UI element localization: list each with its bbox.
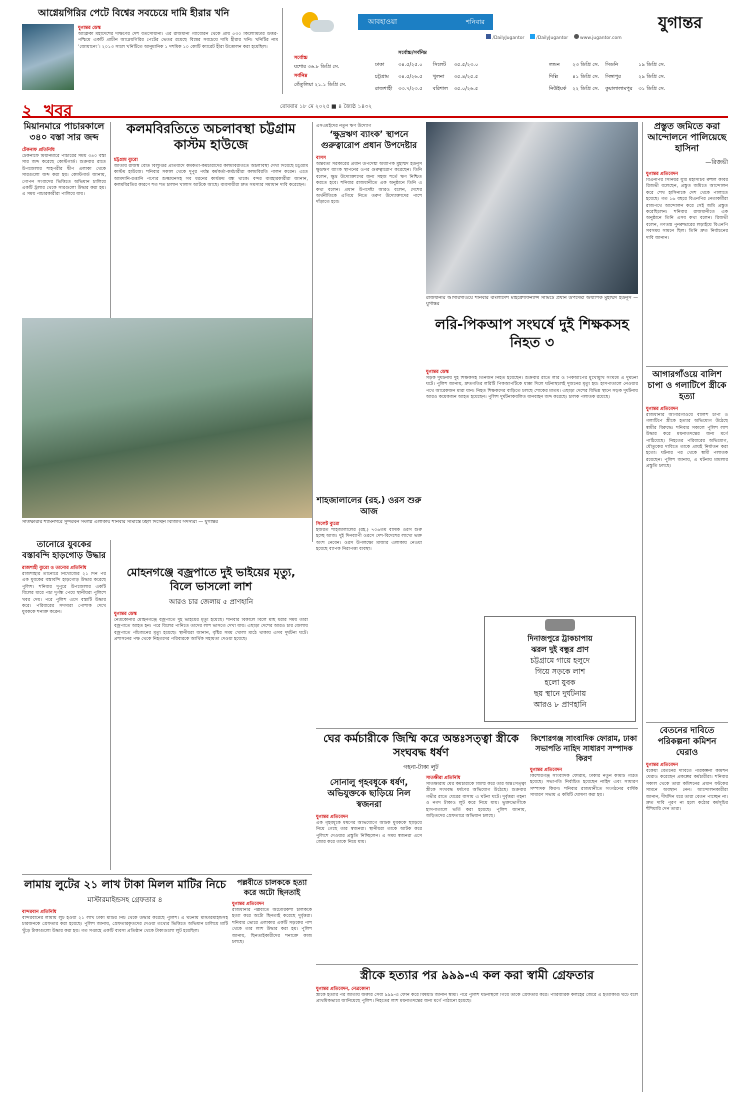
photo-summit (426, 122, 638, 294)
quote-source: —রিজভী (705, 159, 728, 166)
world-temp: ৪১ ডিগ্রি সে. (572, 74, 600, 80)
sub-headline: আরও চার জেলায় ৫ প্রাণহানি (168, 598, 254, 606)
sun-cloud-icon (296, 8, 336, 40)
min-value: তেঁতুলিয়া ২১.১ ডিগ্রি সে. (294, 82, 347, 88)
section-bar (22, 98, 728, 118)
city-temp: ৩৫.৪/২৫.৫ (453, 74, 479, 80)
headline: শাহজালালের (রহ.) ওরস শুরু আজ (316, 496, 422, 517)
teaser-byline: যুগান্তর ডেস্ক (78, 26, 101, 31)
box-line: গিয়ে সড়কে লাশ (534, 667, 586, 676)
world-temp-table (546, 60, 668, 96)
world-temp: ২৯ ডিগ্রি সে. (638, 74, 666, 80)
world-city: সিঙ্গাপুর (605, 74, 621, 80)
city-name: রাজশাহী (375, 86, 393, 92)
twitter-link[interactable]: /DailyJugantor (536, 36, 569, 41)
city-temp: ৩৪.৫/২৫.০ (398, 62, 423, 68)
box-line: ঝরল দুই বন্ধুর প্রাণ (531, 645, 589, 654)
headline: কিশোরগঞ্জ সাংবাদিক ফোরাম, ঢাকা সভাপতি নাহিদ সাধারণ সম্পাদক কিরণ (530, 734, 638, 763)
headline: আগারগাঁওয়ে বালিশ চাপা ও গলাটিপে স্ত্রীকে হত্যা (647, 370, 727, 402)
body: কিশোরগঞ্জ সাংবাদিক ফোরাম, ঢাকার নতুন কমিটি গঠিত হয়েছে। সভাপতি নির্বাচিত হয়েছেন নাহিদ এবং সাধারণ সম্পাদক কিরণ। শনিবার রাজধানীতে সংগঠনের বার্ষিক সাধারণ সভায় এ কমিটি ঘোষণা করা হয়। (530, 774, 638, 799)
city-temp: ৩৫.৫/২৩.০ (453, 62, 479, 68)
body: রাজশাহীর তানোরে নিখোঁজের ২১ দিন পর এক যুবকের বস্তাবন্দি হাড়গোড় উদ্ধার করেছে পুলিশ। শনিবার দুপুরে উপজেলার একটি বিলের ধারে পচা দুর্গন্ধ পেয়ে স্থানীয়রা পুলিশে খবর দেয়। পরে পুলিশ এসে বস্তাটি উদ্ধার করে। পরিবারের সদস্যরা পোশাক দেখে যুবককে শনাক্ত করেন। (22, 572, 106, 616)
body: এক গৃহবধূকে ধর্ষণের অভিযোগে আটক যুবককে ছাড়িয়ে নিয়ে গেছে তার স্বজনরা। স্থানীয়রা তাকে আটক করে পুলিশে দেওয়ার প্রস্তুতি নিচ্ছিলেন। এ সময় স্বজনরা এসে জোর করে তাকে নিয়ে যায়। (316, 821, 422, 846)
byline: যুগান্তর প্রতিবেদন (316, 815, 349, 820)
page-number: ২ (22, 101, 33, 120)
max-value: যশোর ৩৬.৮ ডিগ্রি সে. (294, 64, 340, 70)
temp-header: সর্বোচ্চ/সর্বনিম্ন (398, 50, 427, 56)
headline: সোনালু গৃহবধূকে ধর্ষণ, অভিযুক্তকে ছাড়িয়ে নিল স্বজনরা (327, 778, 411, 810)
box-line: ছয় স্থানে দুর্ঘটনায় (533, 689, 587, 698)
byline: টেকনাফ প্রতিনিধি (22, 148, 55, 153)
min-label: সর্বনিম্ন (294, 73, 308, 79)
article-border (22, 540, 106, 870)
city-temp: ৩৫.০/২৬.৫ (453, 86, 479, 92)
byline: যুগান্তর প্রতিবেদন (530, 768, 563, 773)
body: জাতীয় রাজস্ব বোর্ড বিলুপ্তির প্রতিবাদে কর্মকর্তা-কর্মচারীদের কলমবিরতিতে অচলাবস্থা দেখা দিয়েছে চট্টগ্রাম কাস্টম হাউজে। শনিবার সকাল থেকে দুপুর পর্যন্ত কর্মকর্তা-কর্মচারীরা কলমবিরতি পালন করেন। এতে আমদানি-রপ্তানি পণ্যের শুল্কায়নসহ সব ধরনের কার্যক্রম বন্ধ থাকে। বন্দর ব্যবহারকারীরা জানান, কলমবিরতির কারণে শত শত চালান খালাস আটকে আছে। ব্যবসায়ীরা দ্রুত সমস্যার সমাধান দাবি করেছেন। (114, 164, 308, 189)
article-salary (646, 726, 728, 1086)
headline: তানোরে যুবকের বস্তাবন্দি হাড়গোড় উদ্ধার (22, 540, 106, 561)
kicker: এসএমইদের নতুন ঋণ উদ্যোগ (316, 124, 372, 129)
headline: কলমবিরতিতে অচলাবস্থা চট্টগ্রাম কাস্টম হাউজে (126, 122, 296, 153)
masthead-logo: যুগান্তর (658, 13, 703, 32)
body: রাজধানীর পল্লবীতে অটোরিকশা চালককে হত্যা করে অটো ছিনতাই করেছে দুর্বৃত্তরা। শনিবার ভোরে এলাকার একটি সড়কের পাশ থেকে তার লাশ উদ্ধার করা হয়। পুলিশ জানায়, ছিনতাইকারীদের শনাক্তে কাজ চলছে। (232, 908, 312, 946)
city-name: বরিশাল (432, 86, 448, 92)
headline: ঘের কর্মচারীকে জিম্মি করে অন্তঃসত্ত্বা স্ত্রীকে সংঘবদ্ধ ধর্ষণ (323, 732, 519, 759)
article-pillow (646, 370, 728, 720)
twitter-icon (530, 34, 535, 39)
rape-sub: গহনা-টাকা লুট (403, 764, 439, 771)
headline: লরি-পিকআপ সংঘর্ষে দুই শিক্ষকসহ নিহত ৩ (435, 317, 629, 351)
byline: সিলেট ব্যুরো (316, 522, 340, 527)
caption-border: সাতক্ষীরার শ্যামনগরে সুন্দরবন সংলগ্ন এলাকায় শনিবার সীমান্তে টহল দিচ্ছেন বিজিবি সদস্যরা — যুগান্তর (22, 520, 218, 525)
world-temp: ৩১ ডিগ্রি সে. (638, 86, 666, 92)
teaser-body: আফ্রিকা মহাদেশের দক্ষিণের দেশ বতসোয়ানা। এর রাজধানী গ্যাবোরন থেকে প্রায় ৫৩০ কিলোমিটার উত্তর-পশ্চিমে একটি প্রাচীন আগ্নেয়গিরির পেটের ভেতর রয়েছে বিশ্বের সবচেয়ে দামি হীরার খনি। খনিটির নাম ‘জোয়ানেং’। ২০১৩ সালে খনিটিতে আনুমানিক ১ দশমিক ১০ কোটি ক্যারেট হীরা উত্তোলন করা হয়েছিল। (78, 32, 278, 50)
headline: প্রস্তুত জমিতে করা আন্দোলনে পালিয়েছে হাসিনা (647, 122, 727, 154)
byline: বাসস (316, 156, 326, 161)
byline: যুগান্তর ডেস্ক (114, 612, 137, 617)
city-name: খুলনা (432, 74, 445, 80)
city-name: সিলেট (432, 62, 446, 68)
city-name: চট্টগ্রাম (375, 74, 389, 80)
world-temp: ২২ ডিগ্রি সে. (572, 86, 600, 92)
body: হজরত শাহজালালের (রহ.) ৭০৬তম বার্ষিক ওরস শুরু হচ্ছে আজ। দুই দিনব্যাপী ওরসে দেশ-বিদেশের লাখো ভক্ত অংশ নেবেন। ওরস উপলক্ষ্যে মাজার এলাকায় নেওয়া হয়েছে ব্যাপক নিরাপত্তা ব্যবস্থা। (316, 528, 422, 553)
teaser-photo (22, 24, 74, 90)
byline: যুগান্তর প্রতিবেদন, নেত্রকোনা (316, 987, 370, 992)
article-myanmar (22, 122, 106, 330)
lorry-byline: যুগান্তর ডেস্ক (426, 370, 449, 375)
max-label: সর্বোচ্চ (294, 55, 308, 61)
body: অন্তর্বর্তী সরকারের প্রধান উপদেষ্টা অধ্যাপক মুহাম্মদ ইউনূস ক্ষুদ্রঋণ ব্যাংক স্থাপনের ওপর গুরুত্বারোপ করেছেন। তিনি বলেন, ক্ষুদ্র উদ্যোক্তাদের জন্য সহজ শর্তে ঋণ নিশ্চিত করতে হবে। শনিবার রাজধানীতে এক অনুষ্ঠানে তিনি এ কথা বলেন। প্রধান উপদেষ্টা আরও বলেন, দেশের অর্থনীতিকে এগিয়ে নিতে তরুণ উদ্যোক্তাদের পাশে দাঁড়াতে হবে। (316, 162, 422, 206)
article-customs (114, 122, 308, 308)
article-loot (22, 878, 228, 1090)
article-gold (316, 778, 422, 874)
byline: চট্টগ্রাম ব্যুরো (114, 158, 138, 163)
article-kishoreganj (530, 734, 638, 964)
box-line: দিনাজপুরে ট্রাকচাপায় (527, 634, 593, 643)
article-999 (316, 968, 638, 1090)
sub-headline: মাস্টারমাইন্ডসহ গ্রেফতার ৪ (87, 896, 163, 904)
byline: যুগান্তর প্রতিবেদন (646, 172, 679, 177)
headline: লামায় লুটের ২১ লাখ টাকা মিলল মাটির নিচে (24, 878, 226, 891)
section-name: খবর (44, 101, 73, 120)
globe-icon (574, 34, 579, 39)
caption-summit: রাজধানীর আগারগাঁওয়ে শনিবার বাংলাদেশ মাইক্রোফিন্যান্স সামিটে প্রধান উপদেষ্টা অধ্যাপক মুহাম্মদ ইউনূস — যুগান্তর (426, 296, 638, 308)
weather-day: শনিবার (458, 14, 493, 30)
world-temp: ১৯ ডিগ্রি সে. (638, 62, 666, 68)
byline: যুগান্তর প্রতিবেদন (646, 763, 679, 768)
article-shahjalal (316, 496, 422, 646)
world-temp: ২৩ ডিগ্রি সে. (572, 62, 600, 68)
body: বান্দরবানের লামায় লুট হওয়া ২১ লাখ টাকা মাটির নিচ থেকে উদ্ধার করেছে পুলিশ। এ ঘটনায় মাস্টারমাইন্ডসহ চারজনকে গ্রেফতার করা হয়েছে। পুলিশ জানায়, গ্রেফতারকৃতদের দেওয়া তথ্যের ভিত্তিতে অভিযান চালিয়ে মাটি খুঁড়ে টাকাগুলো উদ্ধার করা হয়। গত সপ্তাহে একটি ব্যবসা প্রতিষ্ঠান থেকে টাকাগুলো লুট হয়েছিল। (22, 916, 228, 934)
weather-box (288, 8, 728, 94)
headline: বেতনের দাবিতে পরিকল্পনা কমিশন ঘেরাও (657, 726, 717, 758)
top-teaser (22, 8, 278, 94)
page-date: রোববার ১৮ মে ২০২৫ ■ ৪ জ্যৈষ্ঠ ১৪৩২ (280, 104, 372, 110)
article-mohanganj (114, 566, 308, 774)
weather-tab[interactable]: আবহাওয়া (358, 14, 458, 30)
byline: রাজশাহী ব্যুরো ও তানোর প্রতিনিধি (22, 566, 87, 571)
article-auto (232, 878, 312, 1090)
city-name: ঢাকা (375, 62, 385, 68)
body: রাজধানীর আগারগাঁওয়ে বালিশ চাপা ও গলাটিপে স্ত্রীকে হত্যার অভিযোগ উঠেছে স্বামীর বিরুদ্ধে। শনিবার সকালে পুলিশ লাশ উদ্ধার করে ময়নাতদন্তের জন্য মর্গে পাঠিয়েছে। নিহতের পরিবারের অভিযোগ, যৌতুকের দাবিতে তাকে প্রায়ই নির্যাতন করা হতো। ঘটনার পর থেকে স্বামী পলাতক রয়েছেন। পুলিশ জানায়, এ ঘটনায় মামলার প্রস্তুতি চলছে। (646, 413, 728, 470)
facebook-link[interactable]: /DailyJugantor (492, 36, 525, 41)
body: স্ত্রীকে হত্যার পর জাতীয় জরুরি সেবা ৯৯৯-এ ফোন করে বিষয়টি জানান স্বামী। পরে পুলিশ ঘটনাস্থলে গিয়ে তাকে গ্রেফতার করে। পারিবারিক কলহের জেরে এ হত্যাকাণ্ড ঘটে বলে প্রাথমিকভাবে জানিয়েছে পুলিশ। নিহতের লাশ ময়নাতদন্তের জন্য মর্গে পাঠানো হয়েছে। (316, 993, 638, 1005)
rape-byline: সাতক্ষীরা প্রতিনিধি (426, 776, 461, 781)
website-link[interactable]: www.jugantor.com (580, 36, 622, 41)
city-temp: ৩৪.৫/২৬.৫ (398, 74, 423, 80)
world-city: দিল্লি (549, 74, 559, 80)
accident-icon (545, 619, 575, 631)
box-line: আরও ৮ প্রাণহানি (533, 700, 587, 709)
lorry-body: সড়ক দুর্ঘটনায় দুই শিক্ষকসহ তিনজন নিহত হয়েছেন। শুক্রবার রাতে লরি ও পিকআপের মুখোমুখি সংঘর্ষে এ দুর্ঘটনা ঘটে। পুলিশ জানায়, দ্রুতগতির লরিটি পিকআপটিকে ধাক্কা দিলে ঘটনাস্থলেই দুজনের মৃত্যু হয়। হাসপাতালে নেওয়ার পথে আরেকজন মারা যান। নিহত শিক্ষকদের বাড়িতে চলছে শোকের মাতম। এছাড়া দেশের বিভিন্ন স্থানে সড়ক দুর্ঘটনায় আরও কয়েকজন আহত হয়েছেন। পুলিশ দুর্ঘটনাকবলিত যানবাহন জব্দ করেছে। চালক পলাতক রয়েছে। (426, 376, 638, 401)
city-temp-table (372, 48, 481, 96)
headline: মোহনগঞ্জে বজ্রপাতে দুই ভাইয়ের মৃত্যু, বিলে ভাসলো লাশ (126, 566, 296, 593)
headline: ‘ক্ষুদ্রঋণ ব্যাংক’ স্থাপনে গুরুত্বারোপ প্রধান উপদেষ্টার (321, 130, 417, 151)
body: নেত্রকোনার মোহনগঞ্জে বজ্রপাতে দুই ভাইয়ের মৃত্যু হয়েছে। শনিবার বিকালে বিলে মাছ ধরার সময় তারা বজ্রপাতে আহত হন। পরে বিলের পানিতে তাদের লাশ ভাসতে দেখা যায়। এছাড়া দেশের আরও চার জেলায় বজ্রপাতে পাঁচজনের মৃত্যু হয়েছে। স্থানীয়রা জানান, বৃষ্টির সময় খোলা মাঠে থাকায় এসব দুর্ঘটনা ঘটে। প্রশাসনের পক্ষ থেকে নিহতদের পরিবারকে আর্থিক সহায়তা দেওয়া হয়েছে। (114, 618, 308, 643)
headline: স্ত্রীকে হত্যার পর ৯৯৯-এ কল করা স্বামী গ্রেফতার (360, 968, 594, 982)
world-city: কুয়ালালামপুর (605, 86, 633, 92)
city-temp: ৩৩.৭/২৩.৫ (398, 86, 423, 92)
world-city: সিডনি (605, 62, 619, 68)
byline: যুগান্তর প্রতিবেদন (232, 902, 265, 907)
box-line: হলো যুবক (544, 678, 576, 687)
teaser-headline: আগ্নেয়গিরির পেটে বিশ্বের সবচেয়ে দামি হীরার খনি (38, 8, 230, 19)
photo-border (22, 318, 312, 518)
body: বিএনপির সিনিয়র যুগ্ম মহাসচিব রুহুল কবির রিজভী বলেছেন, প্রস্তুত জমিতে আন্দোলন করে শেখ হাসিনাকে দেশ থেকে পালাতে হয়েছে। গত ১৬ বছরে বিএনপির নেতাকর্মীরা রাজপথে আন্দোলন করে সেই জমি প্রস্তুত করেছিলেন। শনিবার রাজধানীতে এক অনুষ্ঠানে তিনি এসব কথা বলেন। রিজভী বলেন, গণতন্ত্র পুনরুদ্ধারের লড়াইয়ে বিএনপি সবসময় সামনে ছিল। তিনি দ্রুত নির্বাচনের দাবি জানান। (646, 178, 728, 241)
headline: মিয়ানমারে পাচারকালে ৩৪০ বস্তা সার জব্দ (23, 122, 105, 143)
byline: বান্দরবান প্রতিনিধি (22, 910, 57, 915)
article-loan (316, 122, 422, 308)
world-city: লন্ডন (549, 62, 560, 68)
dinajpur-box (484, 616, 636, 722)
body: টেকনাফে মিয়ানমারে পাচারের সময় ৩৪০ বস্তা সার জব্দ করেছে কোস্টগার্ড। শুক্রবার রাতে উপজেলার শাহপরীর দ্বীপ এলাকা থেকে সারগুলো জব্দ করা হয়। কোস্টগার্ড জানায়, গোপন সংবাদের ভিত্তিতে অভিযান চালিয়ে একটি ট্রলার থেকে সারগুলো উদ্ধার করা হয়। এ সময় পাচারকারীরা পালিয়ে যায়। (22, 154, 106, 198)
article-lorry (426, 316, 638, 366)
world-city: নিউইয়র্ক (549, 86, 567, 92)
byline: যুগান্তর প্রতিবেদন (646, 407, 679, 412)
body: বকেয়া বেতনের দাবিতে পরিকল্পনা কমিশন ঘেরাও করেছেন প্রকল্পের কর্মচারীরা। শনিবার সকাল থেকে তারা কমিশনের প্রধান ফটকের সামনে অবস্থান নেন। আন্দোলনকারীরা জানান, দীর্ঘদিন ধরে তারা বেতন পাচ্ছেন না। দ্রুত দাবি পূরণ না হলে কঠোর কর্মসূচির হুঁশিয়ারি দেন তারা। (646, 769, 728, 813)
rape-body: সাতক্ষীরায় ঘের কর্মচারীকে জিম্মি করে তার অন্তঃসত্ত্বা স্ত্রীকে সংঘবদ্ধ ধর্ষণের অভিযোগ উঠেছে। শুক্রবার গভীর রাতে ঘেরের বাসায় এ ঘটনা ঘটে। দুর্বৃত্তরা গহনা ও নগদ টাকাও লুট করে নিয়ে যায়। ভুক্তভোগীকে হাসপাতালে ভর্তি করা হয়েছে। পুলিশ জানায়, জড়িতদের গ্রেফতারে অভিযান চলছে। (426, 782, 526, 820)
box-line: চট্টগ্রামে গায়ে হলুদে (530, 656, 590, 665)
article-hasina (646, 122, 728, 362)
headline: পল্লবীতে চালককে হত্যা করে অটো ছিনতাই (237, 878, 307, 897)
facebook-icon (486, 34, 491, 39)
